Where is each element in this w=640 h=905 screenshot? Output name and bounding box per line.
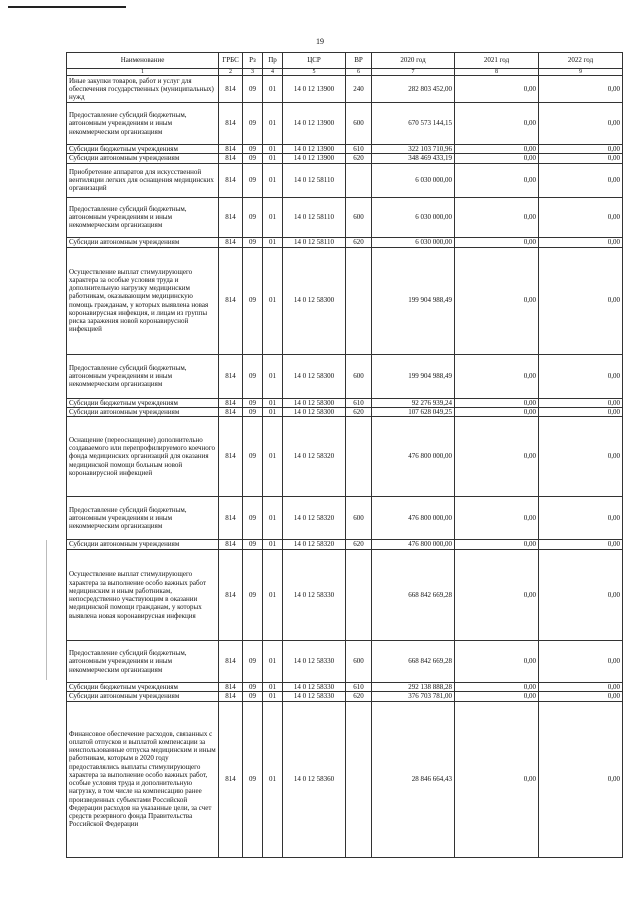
cell-vr: 620 bbox=[346, 237, 372, 247]
cell-csr: 14 0 12 58110 bbox=[283, 197, 346, 237]
cell-2020: 107 628 049,25 bbox=[372, 407, 455, 416]
cell-2022: 0,00 bbox=[539, 145, 623, 154]
cell-name: Иные закупки товаров, работ и услуг для обеспечения государственных (муниципальных) нужд bbox=[67, 76, 219, 103]
cell-csr: 14 0 12 13900 bbox=[283, 76, 346, 103]
cell-2021: 0,00 bbox=[455, 641, 539, 683]
cell-rz: 09 bbox=[243, 354, 263, 398]
table-row bbox=[67, 417, 623, 497]
table-row bbox=[67, 701, 623, 857]
cell-csr: 14 0 12 58360 bbox=[283, 701, 346, 857]
cell-grbs: 814 bbox=[219, 154, 243, 163]
cell-2022: 0,00 bbox=[539, 76, 623, 103]
cell-2020: 670 573 144,15 bbox=[372, 103, 455, 145]
cell-2020: 476 800 000,00 bbox=[372, 540, 455, 550]
cell-csr: 14 0 12 58300 bbox=[283, 354, 346, 398]
cell-rz: 09 bbox=[243, 76, 263, 103]
cell-grbs: 814 bbox=[219, 701, 243, 857]
cell-rz: 09 bbox=[243, 550, 263, 641]
cell-name: Предоставление субсидий бюджетным, автономным учреждениям и иным некоммерческим организациям bbox=[67, 497, 219, 540]
cell-pr: 01 bbox=[263, 398, 283, 407]
cell-csr: 14 0 12 58330 bbox=[283, 692, 346, 701]
cell-2021: 0,00 bbox=[455, 701, 539, 857]
cell-grbs: 814 bbox=[219, 683, 243, 692]
table-row bbox=[67, 163, 623, 197]
header-name: Наименование bbox=[67, 53, 219, 69]
cell-csr: 14 0 12 58300 bbox=[283, 398, 346, 407]
cell-pr: 01 bbox=[263, 540, 283, 550]
cell-2022: 0,00 bbox=[539, 237, 623, 247]
cell-2021: 0,00 bbox=[455, 692, 539, 701]
cell-2022: 0,00 bbox=[539, 497, 623, 540]
cell-vr bbox=[346, 163, 372, 197]
cell-2020: 199 904 988,49 bbox=[372, 354, 455, 398]
cell-rz: 09 bbox=[243, 163, 263, 197]
cell-2022: 0,00 bbox=[539, 540, 623, 550]
cell-2022: 0,00 bbox=[539, 701, 623, 857]
cell-pr: 01 bbox=[263, 197, 283, 237]
cell-pr: 01 bbox=[263, 417, 283, 497]
table-row bbox=[67, 398, 623, 407]
cell-rz: 09 bbox=[243, 417, 263, 497]
cell-csr: 14 0 12 58320 bbox=[283, 417, 346, 497]
cell-rz: 09 bbox=[243, 540, 263, 550]
table-row bbox=[67, 103, 623, 145]
cell-2021: 0,00 bbox=[455, 683, 539, 692]
cell-rz: 09 bbox=[243, 154, 263, 163]
header-2020: 2020 год bbox=[372, 53, 455, 69]
cell-pr: 01 bbox=[263, 550, 283, 641]
cell-grbs: 814 bbox=[219, 398, 243, 407]
cell-csr: 14 0 12 58320 bbox=[283, 497, 346, 540]
cell-name: Финансовое обеспечение расходов, связанных с оплатой отпусков и выплатой компенсации за неиспользованные отпуска медицинским и иным работникам, которым в 2020 году предоставлялись выплаты стимулирующего характера за выполнение особо важных работ, особые условия труда и дополнительную нагрузку, в том числе на компенсацию ранее произведенных субъектами Российской Федерации расходов на указанные цели, за счет средств резервного фонда Правительства Российской Федерации bbox=[67, 701, 219, 857]
cell-2020: 476 800 000,00 bbox=[372, 417, 455, 497]
cell-grbs: 814 bbox=[219, 247, 243, 354]
cell-2021: 0,00 bbox=[455, 550, 539, 641]
header-csr: ЦСР bbox=[283, 53, 346, 69]
cell-2021: 0,00 bbox=[455, 540, 539, 550]
cell-2020: 199 904 988,49 bbox=[372, 247, 455, 354]
cell-grbs: 814 bbox=[219, 163, 243, 197]
cell-vr bbox=[346, 417, 372, 497]
cell-pr: 01 bbox=[263, 237, 283, 247]
header-2022: 2022 год bbox=[539, 53, 623, 69]
table-row bbox=[67, 641, 623, 683]
table-header-row bbox=[67, 53, 623, 69]
table-row bbox=[67, 76, 623, 103]
cell-pr: 01 bbox=[263, 497, 283, 540]
cell-2022: 0,00 bbox=[539, 247, 623, 354]
header-2021: 2021 год bbox=[455, 53, 539, 69]
cell-pr: 01 bbox=[263, 354, 283, 398]
cell-rz: 09 bbox=[243, 407, 263, 416]
cell-rz: 09 bbox=[243, 497, 263, 540]
cell-name: Оснащение (переоснащение) дополнительно создаваемого или перепрофилируемого коечного фонда медицинских организаций для оказания медицинской помощи больным новой коронавирусной инфекцией bbox=[67, 417, 219, 497]
column-number: 8 bbox=[455, 69, 539, 76]
table-row bbox=[67, 550, 623, 641]
cell-rz: 09 bbox=[243, 641, 263, 683]
cell-2022: 0,00 bbox=[539, 163, 623, 197]
column-number: 4 bbox=[263, 69, 283, 76]
cell-csr: 14 0 12 58110 bbox=[283, 237, 346, 247]
cell-grbs: 814 bbox=[219, 197, 243, 237]
column-number: 3 bbox=[243, 69, 263, 76]
header-grbs: ГРБС bbox=[219, 53, 243, 69]
cell-vr: 610 bbox=[346, 145, 372, 154]
cell-vr: 620 bbox=[346, 540, 372, 550]
cell-2022: 0,00 bbox=[539, 683, 623, 692]
cell-grbs: 814 bbox=[219, 103, 243, 145]
cell-name: Предоставление субсидий бюджетным, автономным учреждениям и иным некоммерческим организациям bbox=[67, 641, 219, 683]
cell-pr: 01 bbox=[263, 145, 283, 154]
cell-vr: 610 bbox=[346, 683, 372, 692]
cell-vr: 620 bbox=[346, 407, 372, 416]
cell-2021: 0,00 bbox=[455, 417, 539, 497]
budget-table bbox=[66, 52, 623, 858]
cell-pr: 01 bbox=[263, 103, 283, 145]
cell-name: Предоставление субсидий бюджетным, автономным учреждениям и иным некоммерческим организациям bbox=[67, 103, 219, 145]
cell-pr: 01 bbox=[263, 247, 283, 354]
scan-edge-mark bbox=[8, 6, 126, 8]
cell-vr: 600 bbox=[346, 641, 372, 683]
cell-2020: 322 103 710,96 bbox=[372, 145, 455, 154]
cell-2021: 0,00 bbox=[455, 154, 539, 163]
table-row bbox=[67, 354, 623, 398]
cell-2022: 0,00 bbox=[539, 354, 623, 398]
cell-2021: 0,00 bbox=[455, 398, 539, 407]
cell-2020: 668 842 669,28 bbox=[372, 550, 455, 641]
cell-2020: 282 803 452,00 bbox=[372, 76, 455, 103]
table-row bbox=[67, 692, 623, 701]
column-number: 6 bbox=[346, 69, 372, 76]
cell-csr: 14 0 12 58320 bbox=[283, 540, 346, 550]
header-vr: ВР bbox=[346, 53, 372, 69]
cell-vr: 610 bbox=[346, 398, 372, 407]
cell-rz: 09 bbox=[243, 237, 263, 247]
cell-name: Предоставление субсидий бюджетным, автономным учреждениям и иным некоммерческим организациям bbox=[67, 354, 219, 398]
cell-2021: 0,00 bbox=[455, 497, 539, 540]
cell-name: Субсидии бюджетным учреждениям bbox=[67, 145, 219, 154]
cell-csr: 14 0 12 58110 bbox=[283, 163, 346, 197]
cell-name: Приобретение аппаратов для искусственной вентиляции легких для оснащения медицинских организаций bbox=[67, 163, 219, 197]
cell-2020: 6 030 000,00 bbox=[372, 163, 455, 197]
header-pr: Пр bbox=[263, 53, 283, 69]
cell-name: Субсидии автономным учреждениям bbox=[67, 692, 219, 701]
cell-vr: 240 bbox=[346, 76, 372, 103]
table-body bbox=[67, 76, 623, 858]
cell-2022: 0,00 bbox=[539, 641, 623, 683]
cell-2020: 668 842 669,28 bbox=[372, 641, 455, 683]
cell-vr: 600 bbox=[346, 103, 372, 145]
cell-name: Субсидии автономным учреждениям bbox=[67, 407, 219, 416]
cell-name: Субсидии автономным учреждениям bbox=[67, 237, 219, 247]
cell-rz: 09 bbox=[243, 398, 263, 407]
cell-pr: 01 bbox=[263, 683, 283, 692]
cell-grbs: 814 bbox=[219, 145, 243, 154]
cell-vr: 600 bbox=[346, 497, 372, 540]
cell-2021: 0,00 bbox=[455, 163, 539, 197]
column-number-row bbox=[67, 69, 623, 76]
column-number: 9 bbox=[539, 69, 623, 76]
table-row bbox=[67, 540, 623, 550]
cell-vr: 620 bbox=[346, 692, 372, 701]
cell-name: Субсидии автономным учреждениям bbox=[67, 154, 219, 163]
cell-pr: 01 bbox=[263, 163, 283, 197]
cell-2020: 6 030 000,00 bbox=[372, 237, 455, 247]
cell-csr: 14 0 12 58330 bbox=[283, 641, 346, 683]
cell-2022: 0,00 bbox=[539, 407, 623, 416]
cell-csr: 14 0 12 58300 bbox=[283, 407, 346, 416]
cell-rz: 09 bbox=[243, 103, 263, 145]
cell-name: Субсидии бюджетным учреждениям bbox=[67, 683, 219, 692]
cell-grbs: 814 bbox=[219, 641, 243, 683]
cell-name: Субсидии автономным учреждениям bbox=[67, 540, 219, 550]
cell-pr: 01 bbox=[263, 701, 283, 857]
cell-grbs: 814 bbox=[219, 417, 243, 497]
cell-csr: 14 0 12 13900 bbox=[283, 154, 346, 163]
column-number: 5 bbox=[283, 69, 346, 76]
cell-name: Осуществление выплат стимулирующего характера за выполнение особо важных работ медицинским и иным работникам, непосредственно участвующим в оказании медицинской помощи гражданам, у которых выявлена новая коронавирусная инфекция bbox=[67, 550, 219, 641]
cell-2021: 0,00 bbox=[455, 407, 539, 416]
column-number: 7 bbox=[372, 69, 455, 76]
cell-2020: 376 703 781,00 bbox=[372, 692, 455, 701]
cell-rz: 09 bbox=[243, 197, 263, 237]
cell-vr bbox=[346, 550, 372, 641]
cell-vr: 600 bbox=[346, 354, 372, 398]
cell-2021: 0,00 bbox=[455, 247, 539, 354]
cell-2020: 476 800 000,00 bbox=[372, 497, 455, 540]
page-number: 19 bbox=[316, 37, 324, 46]
table-row bbox=[67, 407, 623, 416]
cell-vr bbox=[346, 247, 372, 354]
cell-pr: 01 bbox=[263, 692, 283, 701]
cell-2021: 0,00 bbox=[455, 145, 539, 154]
cell-csr: 14 0 12 13900 bbox=[283, 103, 346, 145]
column-number: 2 bbox=[219, 69, 243, 76]
cell-grbs: 814 bbox=[219, 540, 243, 550]
cell-2022: 0,00 bbox=[539, 692, 623, 701]
cell-grbs: 814 bbox=[219, 497, 243, 540]
cell-pr: 01 bbox=[263, 407, 283, 416]
cell-2022: 0,00 bbox=[539, 550, 623, 641]
table-row bbox=[67, 197, 623, 237]
cell-rz: 09 bbox=[243, 145, 263, 154]
table-row bbox=[67, 497, 623, 540]
cell-2022: 0,00 bbox=[539, 398, 623, 407]
cell-vr: 620 bbox=[346, 154, 372, 163]
cell-pr: 01 bbox=[263, 154, 283, 163]
cell-2021: 0,00 bbox=[455, 76, 539, 103]
cell-2021: 0,00 bbox=[455, 103, 539, 145]
cell-2020: 6 030 000,00 bbox=[372, 197, 455, 237]
cell-2022: 0,00 bbox=[539, 417, 623, 497]
cell-grbs: 814 bbox=[219, 692, 243, 701]
scan-margin-line bbox=[46, 540, 47, 680]
cell-vr: 600 bbox=[346, 197, 372, 237]
cell-name: Субсидии бюджетным учреждениям bbox=[67, 398, 219, 407]
table-row bbox=[67, 683, 623, 692]
cell-2022: 0,00 bbox=[539, 197, 623, 237]
cell-pr: 01 bbox=[263, 641, 283, 683]
cell-name: Осуществление выплат стимулирующего характера за особые условия труда и дополнительную нагрузку медицинским работникам, оказывающим медицинскую помощь гражданам, у которых выявлена новая коронавирусная инфекция, и лицам из группы риска заражения новой коронавирусной инфекцией bbox=[67, 247, 219, 354]
cell-2021: 0,00 bbox=[455, 354, 539, 398]
cell-grbs: 814 bbox=[219, 237, 243, 247]
cell-2021: 0,00 bbox=[455, 237, 539, 247]
cell-name: Предоставление субсидий бюджетным, автономным учреждениям и иным некоммерческим организациям bbox=[67, 197, 219, 237]
cell-rz: 09 bbox=[243, 701, 263, 857]
cell-2020: 28 846 664,43 bbox=[372, 701, 455, 857]
column-number: 1 bbox=[67, 69, 219, 76]
cell-rz: 09 bbox=[243, 692, 263, 701]
cell-2022: 0,00 bbox=[539, 103, 623, 145]
cell-2021: 0,00 bbox=[455, 197, 539, 237]
table-row bbox=[67, 145, 623, 154]
cell-grbs: 814 bbox=[219, 354, 243, 398]
cell-rz: 09 bbox=[243, 683, 263, 692]
cell-rz: 09 bbox=[243, 247, 263, 354]
cell-2022: 0,00 bbox=[539, 154, 623, 163]
cell-grbs: 814 bbox=[219, 550, 243, 641]
cell-vr bbox=[346, 701, 372, 857]
table-row bbox=[67, 154, 623, 163]
cell-grbs: 814 bbox=[219, 407, 243, 416]
cell-grbs: 814 bbox=[219, 76, 243, 103]
cell-2020: 292 138 888,28 bbox=[372, 683, 455, 692]
cell-csr: 14 0 12 58330 bbox=[283, 550, 346, 641]
cell-csr: 14 0 12 13900 bbox=[283, 145, 346, 154]
cell-pr: 01 bbox=[263, 76, 283, 103]
cell-2020: 348 469 433,19 bbox=[372, 154, 455, 163]
table-row bbox=[67, 237, 623, 247]
header-rz: Рз bbox=[243, 53, 263, 69]
table-row bbox=[67, 247, 623, 354]
cell-csr: 14 0 12 58300 bbox=[283, 247, 346, 354]
cell-csr: 14 0 12 58330 bbox=[283, 683, 346, 692]
cell-2020: 92 276 939,24 bbox=[372, 398, 455, 407]
